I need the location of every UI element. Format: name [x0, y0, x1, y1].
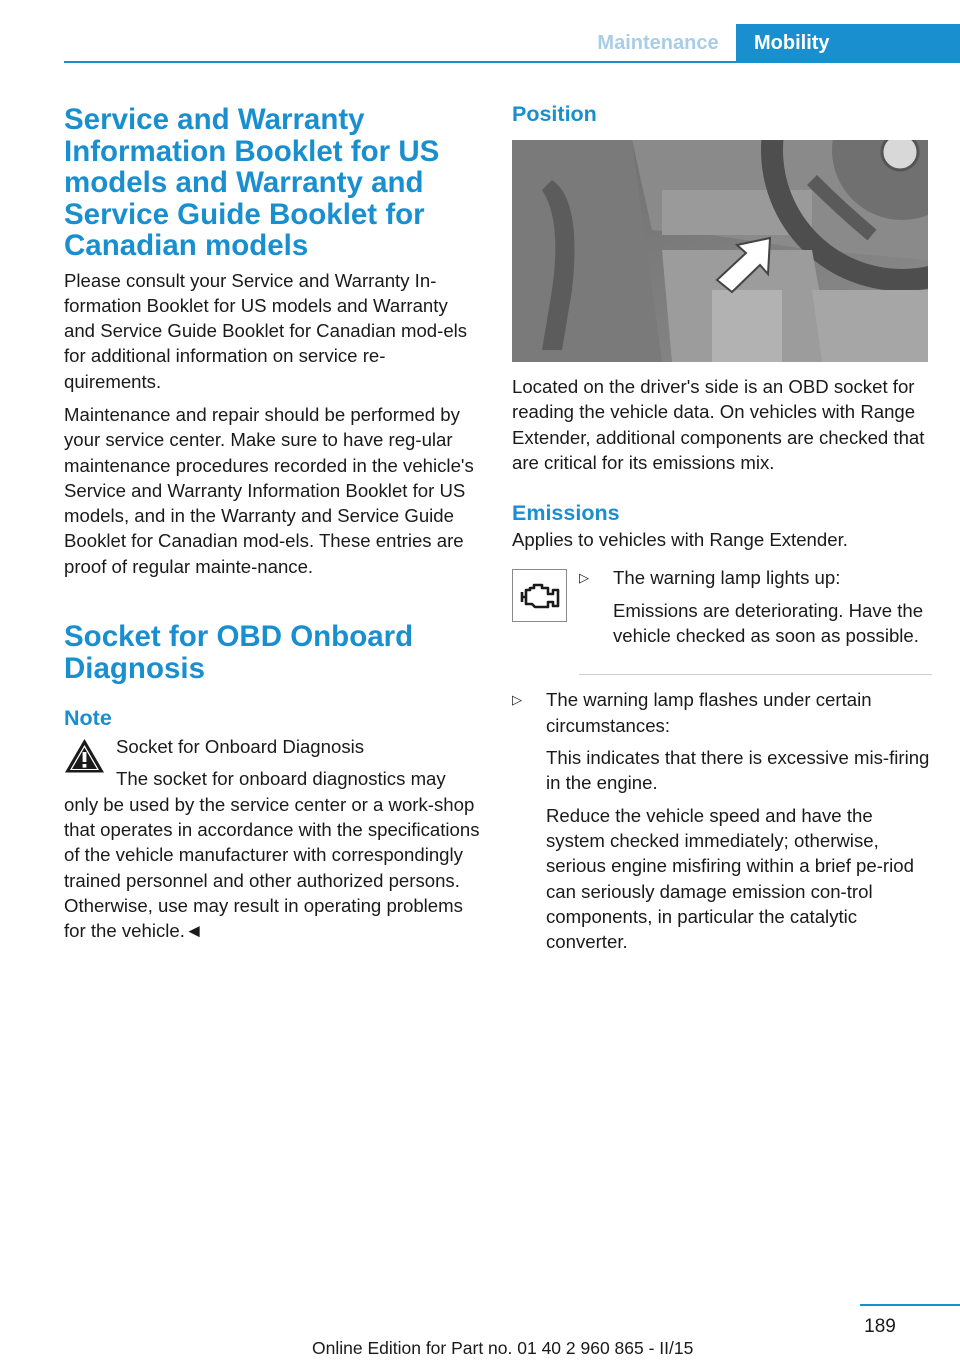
- note-heading: Note: [64, 706, 112, 731]
- tab-maintenance[interactable]: Maintenance: [597, 32, 719, 54]
- warning-text: The socket for onboard diagnostics may only be used by the service center or a work-shop that operates in accordance with the specifications of the vehicle manufacturer with correspondingly trained personnel and other authorized persons. Otherwise, use may result in operating problems for the vehicle.◄: [64, 768, 480, 942]
- bullet-1-line-2: Emissions are deteriorating. Have the vehicle checked as soon as possible.: [613, 599, 924, 647]
- warning-lamp-row: [512, 565, 932, 673]
- tab-mobility[interactable]: Mobility: [736, 24, 960, 63]
- check-engine-icon: [520, 582, 560, 610]
- right-column: [512, 100, 932, 954]
- bullet-item-2: [512, 679, 932, 954]
- service-paragraph-1: Please consult your Service and Warranty In-formation Booklet for US models and Warranty and Service Guide Booklet for Canadian mod-els for additional information on service re-quirements.: [64, 269, 468, 392]
- emissions-heading: Emissions: [512, 501, 620, 526]
- section-title-service-warranty: Service and Warranty Information Booklet for US models and Warranty and Service Guide Booklet for Canadian models: [64, 103, 440, 262]
- bullet-divider: [579, 674, 932, 675]
- bullet-2-line-3: Reduce the vehicle speed and have the system checked immediately; otherwise, serious engine misfiring within a brief pe-riod can seriously damage emission con-trol components, in particular the catalytic converter.: [546, 804, 914, 953]
- bullet-triangle-icon: ▷: [579, 570, 589, 586]
- warning-title: Socket for Onboard Diagnosis: [116, 736, 365, 758]
- left-column: [64, 100, 480, 943]
- photo-caption: Located on the driver's side is an OBD socket for reading the vehicle data. On vehicles with Range Extender, additional components are checked that are critical for its emissions mix.: [512, 376, 925, 473]
- footer-rule: [860, 1304, 960, 1306]
- service-paragraph-2: Maintenance and repair should be performed by your service center. Make sure to have reg-ular maintenance procedures recorded in the vehicle's Service and Warranty Information Booklet for US models, and in the Warranty and Service Guide Booklet for Canadian mod-els. These entries are proof of regular mainte-nance.: [64, 403, 474, 577]
- applies-note: Applies to vehicles with Range Extender.: [512, 529, 848, 551]
- header-rule: [64, 61, 960, 63]
- section-title-obd-socket: Socket for OBD Onboard Diagnosis: [64, 620, 414, 685]
- warning-note: [64, 734, 480, 943]
- bullet-1-line-1: The warning lamp lights up:: [613, 567, 841, 589]
- bullet-triangle-icon: ▷: [512, 692, 522, 708]
- obd-socket-location-photo: [512, 140, 928, 362]
- page-number: 189: [864, 1316, 896, 1337]
- lamp-icon-box: [512, 569, 567, 622]
- position-heading: Position: [512, 102, 597, 126]
- bullet-2-line-2: This indicates that there is excessive mis-firing in the engine.: [546, 747, 930, 794]
- warning-triangle-icon: [64, 738, 105, 774]
- bullet-2-line-1: The warning lamp flashes under certain circumstances:: [546, 689, 872, 736]
- edition-footer: Online Edition for Part no. 01 40 2 960 865 - II/15: [312, 1338, 694, 1358]
- bullet-item-1: [579, 565, 932, 648]
